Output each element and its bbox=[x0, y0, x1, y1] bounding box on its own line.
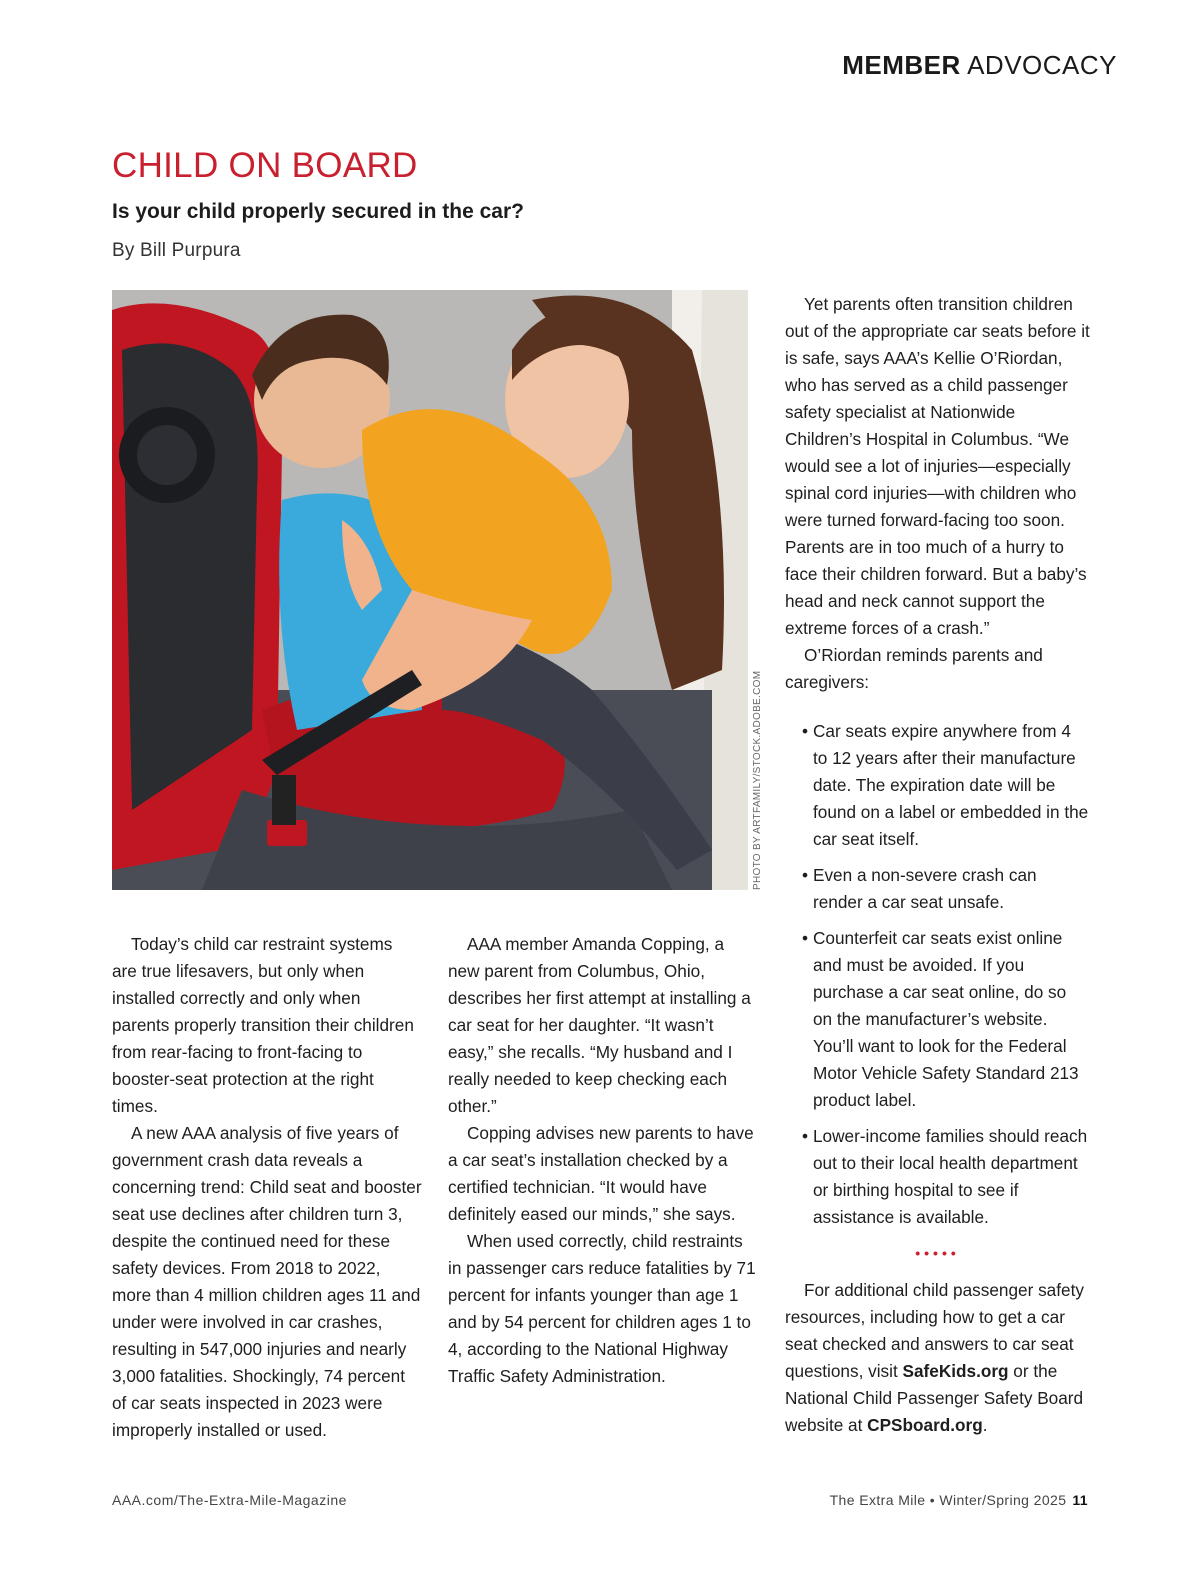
footer-url[interactable]: AAA.com/The-Extra-Mile-Magazine bbox=[112, 1492, 347, 1508]
article-byline: By Bill Purpura bbox=[112, 240, 241, 261]
bullet-text: Even a non-severe crash can render a car seat unsafe. bbox=[813, 865, 1037, 912]
article-photo bbox=[112, 290, 748, 890]
bullet-text: Lower-income families should reach out to their local health department or birthing hospital to see if assistance is available. bbox=[813, 1126, 1088, 1227]
footer-issue bbox=[830, 1492, 1088, 1508]
list-item bbox=[785, 925, 1090, 1114]
col2-paragraph-2: Copping advises new parents to have a car seat’s installation checked by a certified technician. “It would have definitely eased our minds,” she says. bbox=[448, 1123, 754, 1224]
column-3 bbox=[785, 291, 1090, 1439]
bullet-icon: • bbox=[802, 865, 809, 885]
col3-closing-paragraph bbox=[785, 1277, 1090, 1439]
closing-text-3: . bbox=[982, 1415, 988, 1435]
list-item bbox=[785, 718, 1090, 853]
bullet-icon: • bbox=[802, 1126, 809, 1146]
tips-list bbox=[785, 718, 1090, 1231]
section-label-bold: MEMBER bbox=[842, 50, 961, 80]
section-label bbox=[842, 50, 1117, 81]
bullet-icon: • bbox=[802, 928, 809, 948]
column-1 bbox=[112, 931, 422, 1444]
photo-credit: PHOTO BY ARTFAMILY/STOCK.ADOBE.COM bbox=[752, 670, 763, 890]
col3-paragraph-2: O’Riordan reminds parents and caregivers: bbox=[785, 645, 1043, 692]
safekids-link[interactable]: SafeKids.org bbox=[902, 1361, 1009, 1381]
page-number: 11 bbox=[1072, 1492, 1088, 1508]
article-subtitle: Is your child properly secured in the car? bbox=[112, 200, 524, 223]
section-label-light: ADVOCACY bbox=[967, 50, 1117, 80]
bullet-icon: • bbox=[802, 721, 809, 741]
section-separator: ••••• bbox=[915, 1245, 960, 1261]
col3-paragraph-1: Yet parents often transition children out of the appropriate car seats before it is safe, says AAA’s Kellie O’Riordan, who has served as a child passenger safety specialist at Nationwide Children’s Hospital in Columbus. “We would see a lot of injuries—especially spinal cord injuries—with children who were turned forward-facing too soon. Parents are in too much of a hurry to face their children forward. But a baby’s head and neck cannot support the extreme forces of a crash.” bbox=[785, 294, 1090, 638]
photo-illustration bbox=[112, 290, 748, 890]
list-item bbox=[785, 862, 1090, 916]
footer-issue-text: The Extra Mile • Winter/Spring 2025 bbox=[829, 1492, 1067, 1508]
column-2 bbox=[448, 931, 758, 1390]
col2-paragraph-3: When used correctly, child restraints in passenger cars reduce fatalities by 71 percent for infants younger than age 1 and by 54 percent for children ages 1 to 4, according to the National Highway Traffic Safety Administration. bbox=[448, 1231, 756, 1386]
list-item bbox=[785, 1123, 1090, 1231]
closing-text-2: or the National Child Passenger Safety Board website at bbox=[785, 1361, 1084, 1435]
col1-paragraph-1: Today’s child car restraint systems are true lifesavers, but only when installed correctly and only when parents properly transition their children from rear-facing to front-facing to booster-seat protection at the right times. bbox=[112, 934, 414, 1116]
cpsboard-link[interactable]: CPSboard.org bbox=[867, 1415, 983, 1435]
article-title: CHILD ON BOARD bbox=[112, 146, 418, 185]
col1-paragraph-2: A new AAA analysis of five years of government crash data reveals a concerning trend: Child seat and booster seat use declines after children turn 3, despite the continued need for these safety devices. From 2018 to 2022, more than 4 million children ages 11 and under were involved in car crashes, resulting in 547,000 injuries and nearly 3,000 fatalities. Shockingly, 74 percent of car seats inspected in 2023 were improperly installed or used. bbox=[112, 1123, 422, 1440]
bullet-text: Car seats expire anywhere from 4 to 12 years after their manufacture date. The expiration date will be found on a label or embedded in the car seat itself. bbox=[813, 721, 1089, 849]
closing-text-1: For additional child passenger safety resources, including how to get a car seat checked and answers to car seat questions, visit bbox=[785, 1280, 1084, 1381]
bullet-text: Counterfeit car seats exist online and must be avoided. If you purchase a car seat online, do so on the manufacturer’s website. You’ll want to look for the Federal Motor Vehicle Safety Standard 213 product label. bbox=[813, 928, 1079, 1110]
col2-paragraph-1: AAA member Amanda Copping, a new parent from Columbus, Ohio, describes her first attempt at installing a car seat for her daughter. “It wasn’t easy,” she recalls. “My husband and I really needed to keep checking each other.” bbox=[448, 934, 751, 1116]
